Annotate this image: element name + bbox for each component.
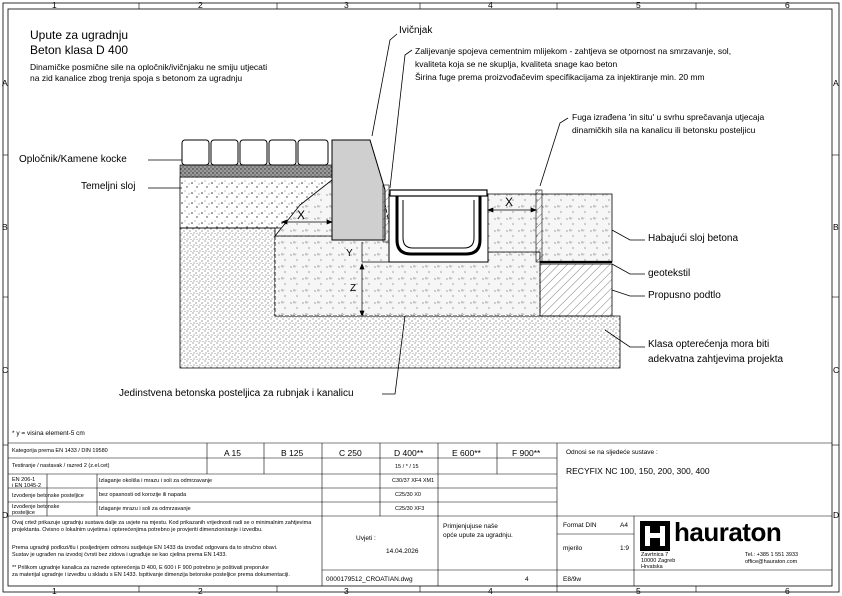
format-label: Format DIN bbox=[563, 522, 597, 529]
format-value: A4 bbox=[620, 522, 628, 529]
permeable-subbase bbox=[540, 264, 612, 316]
class-row2-value: 15 / * / 15 bbox=[395, 464, 419, 470]
grid-row-d: D bbox=[2, 510, 9, 520]
row1-label: Kategorija prema EN 1433 / DIN 19580 bbox=[12, 448, 108, 454]
grid-col-2-bottom: 2 bbox=[198, 586, 203, 596]
grid-row-b: B bbox=[2, 222, 8, 232]
grid-col-5: 5 bbox=[636, 0, 641, 10]
hauraton-logo-icon bbox=[640, 521, 676, 551]
applies-to-value: RECYFIX NC 100, 150, 200, 300, 400 bbox=[566, 466, 710, 476]
class-c250: C 250 bbox=[339, 448, 362, 458]
address-2: 10000 Zagreb bbox=[641, 558, 676, 564]
row4-mid: bez opasnosti od korozije ili napada bbox=[99, 492, 187, 498]
note-4: Sustav je ugrađen na izvodoj čvrsti bez zidova i ugrađuje se kao cjelina prema EN 1433. bbox=[12, 552, 227, 558]
grid-row-b-right: B bbox=[833, 222, 839, 232]
row3-mid: Izlaganje okoliša i mrazu i soli za odmrzavanje bbox=[99, 478, 213, 484]
page-number: 4 bbox=[525, 576, 529, 583]
file-name: 0000179512_CROATIAN.dwg bbox=[326, 576, 413, 583]
label-grout-2: kvaliteta koja se ne skuplja, kvaliteta snage kao beton bbox=[415, 59, 618, 69]
scale-label: mjerilo bbox=[563, 545, 583, 552]
row5-left2: posteljice bbox=[12, 510, 35, 516]
grid-col-6-bottom: 6 bbox=[785, 586, 790, 596]
applies-to-label: Odnosi se na sljedeće sustave : bbox=[566, 449, 658, 456]
grid-col-6: 6 bbox=[785, 0, 790, 10]
dim-z: Z bbox=[350, 283, 357, 294]
label-joint-2: dinamičkih sila na kanalicu ili betonsku posteljicu bbox=[572, 125, 756, 135]
label-wearing-layer: Habajući sloj betona bbox=[648, 233, 739, 244]
grid-col-1: 1 bbox=[52, 0, 57, 10]
label-base-layer: Temeljni sloj bbox=[81, 181, 136, 192]
class-f900: F 900** bbox=[512, 448, 541, 458]
grid-col-4-bottom: 4 bbox=[488, 586, 493, 596]
label-grout-3: Širina fuge prema proizvođačevim specifikacijama za injektiranje min. 20 mm bbox=[415, 72, 705, 82]
label-grout-1: Zalijevanje spojeva cementnim mlijekom - zahtjeva se otpornost na smrzavanje, sol, bbox=[415, 46, 732, 56]
address-1: Zavrtnica 7 bbox=[641, 552, 669, 558]
label-curb: Ivičnjak bbox=[399, 25, 433, 36]
footnote: * y = visina element-5 cm bbox=[12, 430, 85, 437]
grid-col-5-bottom: 5 bbox=[636, 586, 641, 596]
date: 14.04.2026 bbox=[386, 548, 419, 555]
grid-row-a: A bbox=[2, 78, 8, 88]
note-6: za materijal ugradnje i izvedbu u skladu s EN 1433. Ispitivanje dimenzija betonske posteljice prema dokumentaciji. bbox=[12, 572, 290, 578]
scale-value: 1:9 bbox=[620, 545, 630, 552]
note-1: Ovaj crtež prikazuje ugradnju sustava dalje za uvjete na mjestu. Kod prikazanih vrijednosti radi se o minimalnim zahtjevima bbox=[12, 520, 312, 526]
label-load-class-2: adekvatna zahtjevima projekta bbox=[648, 354, 784, 365]
paving-stones bbox=[182, 140, 328, 165]
grid-col-3-bottom: 3 bbox=[344, 586, 349, 596]
label-joint-1: Fuga izrađena 'in situ' u svrhu sprečavanja utjecaja bbox=[572, 112, 765, 122]
dim-y: Y bbox=[346, 248, 353, 259]
row2-label: Testiranje / nastavak / razred 2 (z.el.cet) bbox=[12, 463, 110, 469]
note-5: ** Prilikom ugradnje kanalica za razrede opterećenja D 400, E 600 i F 900 potrebno je poštivati preporuke bbox=[12, 565, 269, 571]
grid-row-d-right: D bbox=[833, 510, 840, 520]
grid-col-4: 4 bbox=[488, 0, 493, 10]
note-2: projektanta. Ovisno o lokalnim uvjetima i opterećenjima potrebno je provjeriti dimenzioniranje i izvedbu. bbox=[12, 527, 263, 533]
title-line-2: Beton klasa D 400 bbox=[30, 43, 129, 57]
dim-x-left: X bbox=[297, 208, 306, 222]
note-box-2: opće upute za ugradnju. bbox=[443, 532, 513, 539]
row5-mid: Izlaganje mrazu i soli za odmrzavanje bbox=[99, 506, 191, 512]
hauraton-logo bbox=[636, 519, 836, 555]
telephone: Tel.: +385 1 551 3933 bbox=[745, 552, 799, 558]
class-e600: E 600** bbox=[452, 448, 481, 458]
grid-col-2: 2 bbox=[198, 0, 203, 10]
label-load-class-1: Klasa opterećenja mora biti bbox=[648, 339, 770, 350]
curb-stone bbox=[332, 140, 385, 240]
title-line-1: Upute za ugradnju bbox=[30, 28, 129, 42]
email: office@hauraton.com bbox=[745, 559, 798, 565]
note-line-2: na zid kanalice zbog trenja spoja s betonom za ugradnju bbox=[30, 73, 243, 83]
grid-col-3: 3 bbox=[344, 0, 349, 10]
address-3: Hrvatska bbox=[641, 564, 663, 570]
brand-name: hauraton bbox=[674, 517, 782, 547]
label-paving: Opločnik/Kamene kocke bbox=[19, 154, 127, 165]
grid-row-c-right: C bbox=[833, 365, 840, 375]
label-geotextile: geotekstil bbox=[648, 268, 691, 279]
note-3: Prema ugradnji podlozi/tlu i posljednjem odmoru sudjeluje EN 1433 da izvođač odgovara da to stručno obavi. bbox=[12, 545, 278, 551]
class-d400: D 400** bbox=[394, 448, 424, 458]
dim-x-right: X bbox=[505, 195, 514, 209]
class-a15: A 15 bbox=[224, 448, 242, 458]
note-box-1: Primjenjujuse naše bbox=[443, 523, 498, 530]
class-b125: B 125 bbox=[281, 448, 304, 458]
note-line-1: Dinamičke posmične sile na opločnik/ivičnjaku ne smiju utjecati bbox=[30, 62, 268, 72]
sheet-code: E8/9w bbox=[563, 576, 582, 583]
row4-left: Izvođenje betonske posteljice bbox=[12, 493, 84, 499]
label-subbase: Propusno podtlo bbox=[648, 290, 721, 301]
row3-left2: i EN 1045-2 bbox=[12, 483, 42, 489]
row4-right: C25/30 X0 bbox=[395, 492, 421, 498]
grid-row-a-right: A bbox=[833, 78, 839, 88]
row3-left: EN 206-1 bbox=[12, 477, 36, 483]
row5-left: Izvođenje betonske bbox=[12, 504, 60, 510]
conditions-label: Uvjeti : bbox=[356, 535, 376, 542]
grid-col-1-bottom: 1 bbox=[52, 586, 57, 596]
grid-row-c: C bbox=[2, 365, 9, 375]
row5-right: C25/30 XF3 bbox=[395, 506, 425, 512]
label-bedding: Jedinstvena betonska posteljica za rubnjak i kanalicu bbox=[119, 388, 354, 399]
row3-right: C30/37 XF4 XM1 bbox=[392, 478, 435, 484]
